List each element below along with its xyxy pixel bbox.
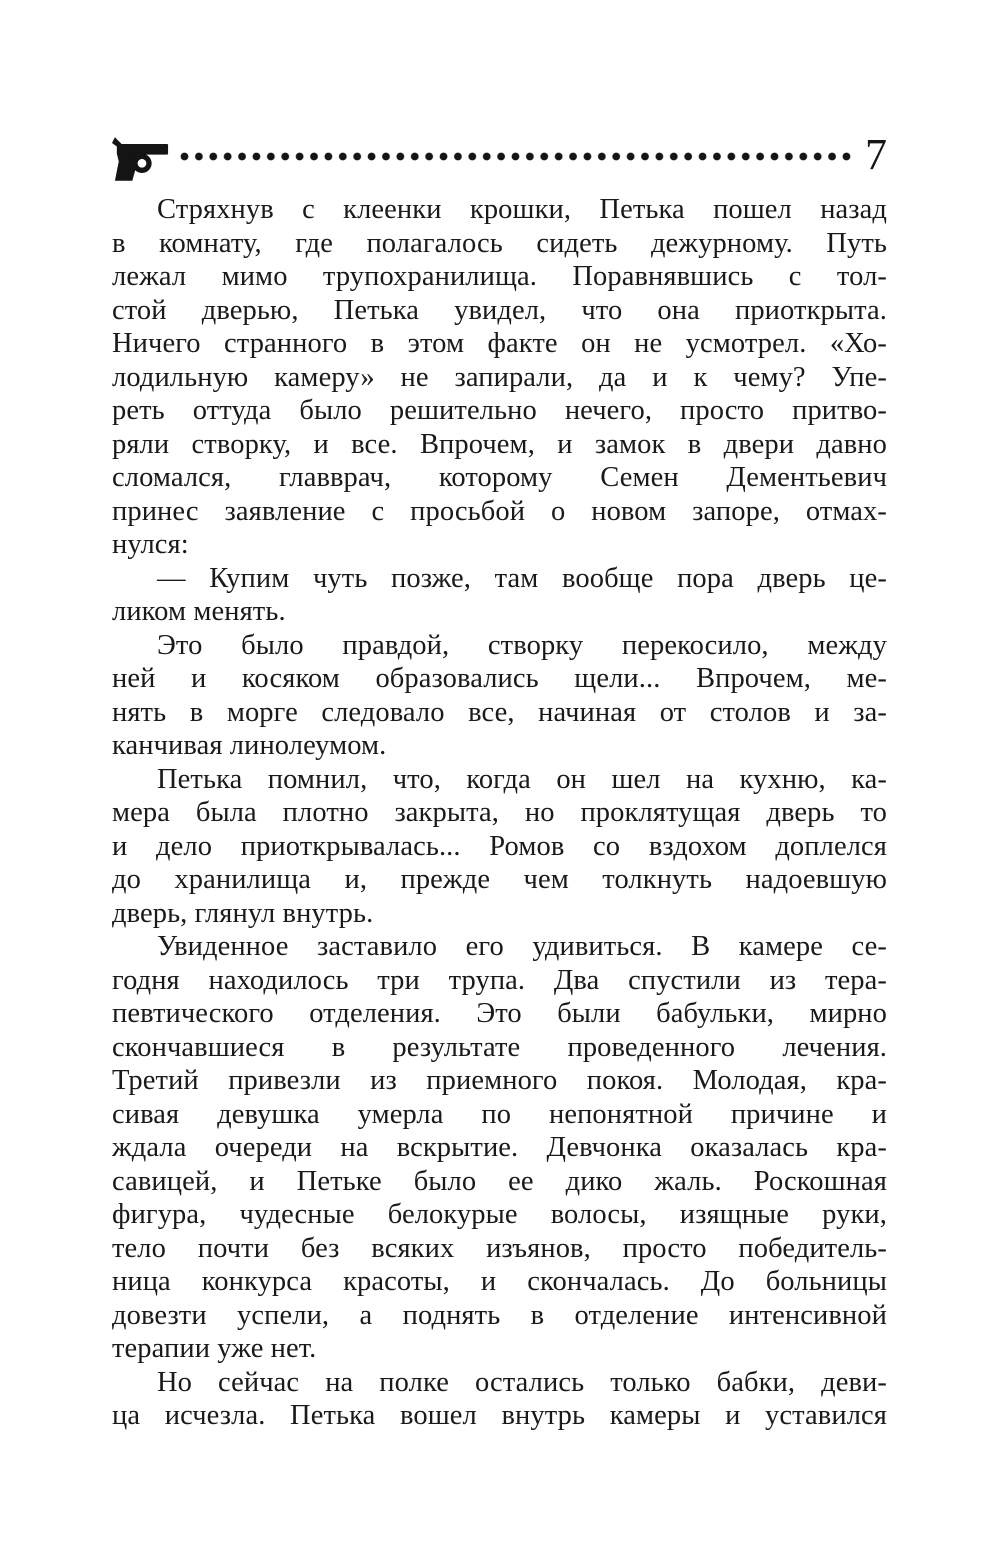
text-line: нулся:	[112, 529, 189, 560]
page-body	[112, 193, 887, 1433]
text-line: ней и косяком образовались щели... Впрочем, ме-	[112, 663, 887, 694]
text-line: Ничего странного в этом факте он не усмотрел. «Хо-	[112, 328, 887, 359]
text-line: сломался, главврач, которому Семен Дементьевич	[112, 462, 887, 493]
text-line: принес заявление с просьбой о новом запоре, отмах-	[112, 495, 887, 527]
text-line: Но сейчас на полке остались только бабки, деви-	[157, 1366, 887, 1398]
text-line: савицей, и Петьке было ее дико жаль. Роскошная	[112, 1165, 887, 1197]
text-line: реть оттуда было решительно нечего, просто притво-	[112, 395, 887, 426]
text-line: мера была плотно закрыта, но проклятущая дверь то	[112, 797, 887, 828]
text-line: канчивая линолеумом.	[112, 730, 387, 761]
text-line: Это было правдой, створку перекосило, между	[157, 629, 887, 661]
page-header	[112, 130, 887, 182]
text-line: довезти успели, а поднять в отделение интенсивной	[112, 1299, 887, 1331]
paragraph	[112, 193, 887, 562]
paragraph	[112, 1366, 887, 1433]
text-line: Третий привезли из приемного покоя. Молодая, кра-	[112, 1065, 887, 1096]
text-line: дверь, глянул внутрь.	[112, 897, 374, 929]
text-line: ца исчезла. Петька вошел внутрь камеры и уставился	[112, 1400, 887, 1431]
text-line: ряли створку, и все. Впрочем, и замок в двери давно	[112, 428, 887, 460]
text-line: годня находилось три трупа. Два спустили из тера-	[112, 964, 887, 996]
text-line: ница конкурса красоты, и скончалась. До больницы	[112, 1266, 887, 1297]
text-line: скончавшиеся в результате проведенного лечения.	[112, 1031, 887, 1063]
pistol-icon	[112, 135, 170, 182]
paragraph	[112, 562, 887, 629]
text-line: до хранилища и, прежде чем толкнуть надоевшую	[112, 864, 887, 895]
paragraph	[112, 930, 887, 1366]
text-line: ликом менять.	[112, 596, 286, 627]
text-line: терапии уже нет.	[112, 1333, 317, 1364]
text-line: певтического отделения. Это были бабульки, мирно	[112, 998, 887, 1029]
text-line: тело почти без всяких изъянов, просто победитель-	[112, 1232, 887, 1264]
text-line: сивая девушка умерла по непонятной причине и	[112, 1098, 887, 1130]
paragraph	[112, 763, 887, 931]
text-line: и дело приоткрывалась... Ромов со вздохом доплелся	[112, 830, 887, 862]
text-line: ждала очереди на вскрытие. Девчонка оказалась кра-	[112, 1132, 887, 1163]
text-line: Стряхнув с клеенки крошки, Петька пошел назад	[157, 194, 887, 225]
page-number: 7	[865, 130, 887, 179]
text-line: — Купим чуть позже, там вообще пора дверь це-	[157, 562, 887, 594]
text-line: Петька помнил, что, когда он шел на кухню, ка-	[157, 763, 887, 795]
text-line: нять в морге следовало все, начиная от столов и за-	[112, 696, 887, 728]
text-line: лежал мимо трупохранилища. Поравнявшись с тол-	[112, 261, 887, 292]
text-line: стой дверью, Петька увидел, что она приоткрыта.	[112, 294, 887, 326]
text-line: в комнату, где полагалось сидеть дежурному. Путь	[112, 227, 887, 259]
text-line: лодильную камеру» не запирали, да и к чему? Упе-	[112, 361, 887, 393]
text-line: фигура, чудесные белокурые волосы, изящные руки,	[112, 1199, 887, 1230]
header-dotted-rule	[180, 152, 851, 161]
text-line: Увиденное заставило его удивиться. В камере се-	[157, 931, 887, 962]
paragraph	[112, 629, 887, 763]
